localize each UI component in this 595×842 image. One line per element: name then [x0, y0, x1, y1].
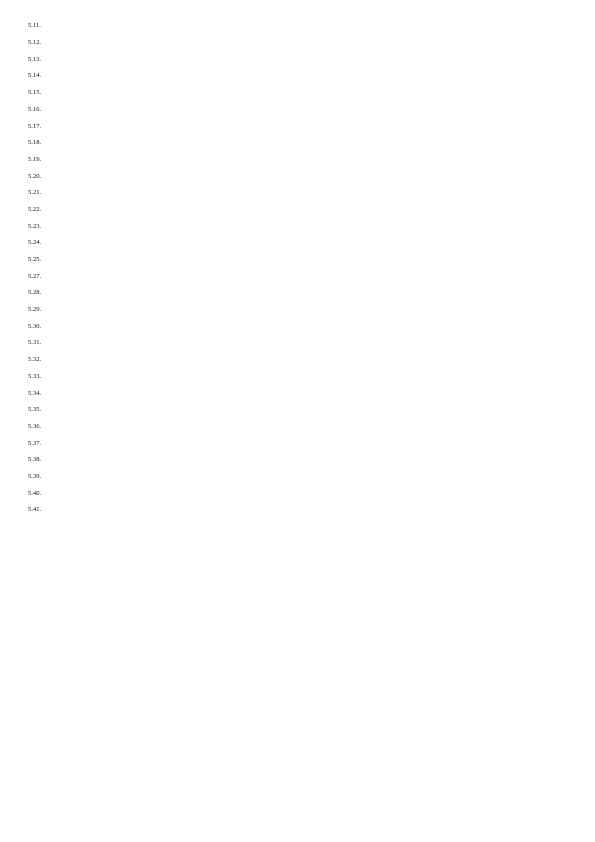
clause-number: 5.35.: [28, 406, 42, 414]
document-paragraph: [28, 372, 573, 381]
clause-number: 5.23.: [28, 222, 42, 230]
clause-number: 5.19.: [28, 155, 42, 163]
clause-number: 5.36.: [28, 422, 42, 430]
document-paragraph: [28, 55, 573, 64]
document-paragraph: [28, 21, 573, 30]
clause-number: 5.24.: [28, 239, 42, 247]
clause-number: 5.38.: [28, 456, 42, 464]
document-paragraph: [28, 455, 573, 464]
clause-number: 5.21.: [28, 189, 42, 197]
clause-number: 5.12.: [28, 39, 42, 47]
clause-number: 5.39.: [28, 472, 42, 480]
document-paragraph: [28, 472, 573, 481]
document-paragraph: [28, 389, 573, 398]
document-paragraph: [28, 322, 573, 331]
document-paragraph: [28, 105, 573, 114]
document-paragraph: [28, 122, 573, 131]
document-paragraph: [28, 88, 573, 97]
document-paragraph: [28, 272, 573, 281]
document-paragraph: [28, 489, 573, 498]
clause-number: 5.31.: [28, 339, 42, 347]
document-paragraph: [28, 138, 573, 147]
clause-number: 5.30.: [28, 322, 42, 330]
clause-number: 5.32.: [28, 356, 42, 364]
document-paragraph: [28, 255, 573, 264]
clause-number: 5.16.: [28, 105, 42, 113]
document-paragraph: [28, 222, 573, 231]
document-paragraph: [28, 422, 573, 431]
document-paragraph: [28, 71, 573, 80]
document-paragraph: [28, 405, 573, 414]
clause-number: 5.15.: [28, 89, 42, 97]
clause-number: 5.41.: [28, 506, 42, 514]
clause-number: 5.18.: [28, 139, 42, 147]
document-paragraph: [28, 338, 573, 347]
clause-number: 5.40.: [28, 489, 42, 497]
document-paragraph: [28, 38, 573, 47]
clause-number: 5.25.: [28, 256, 42, 264]
document-paragraph: [28, 155, 573, 164]
document-paragraph: [28, 505, 573, 514]
document-paragraph: [28, 355, 573, 364]
clause-number: 5.17.: [28, 122, 42, 130]
clause-number: 5.22.: [28, 205, 42, 213]
clause-number: 5.20.: [28, 172, 42, 180]
clause-number: 5.33.: [28, 372, 42, 380]
document-paragraph: [28, 205, 573, 214]
clause-number: 5.13.: [28, 55, 42, 63]
clause-number: 5.29.: [28, 306, 42, 314]
document-paragraph: [28, 238, 573, 247]
document-paragraph: [28, 172, 573, 181]
clause-number: 5.11.: [28, 22, 41, 30]
clause-number: 5.27.: [28, 272, 42, 280]
document-paragraph: [28, 188, 573, 197]
clause-number: 5.34.: [28, 389, 42, 397]
clause-number: 5.28.: [28, 289, 42, 297]
document-paragraph: [28, 288, 573, 297]
document-paragraph: [28, 439, 573, 448]
clause-number: 5.14.: [28, 72, 42, 80]
document-paragraph: [28, 305, 573, 314]
clause-number: 5.37.: [28, 439, 42, 447]
paragraph-list: [28, 21, 573, 514]
